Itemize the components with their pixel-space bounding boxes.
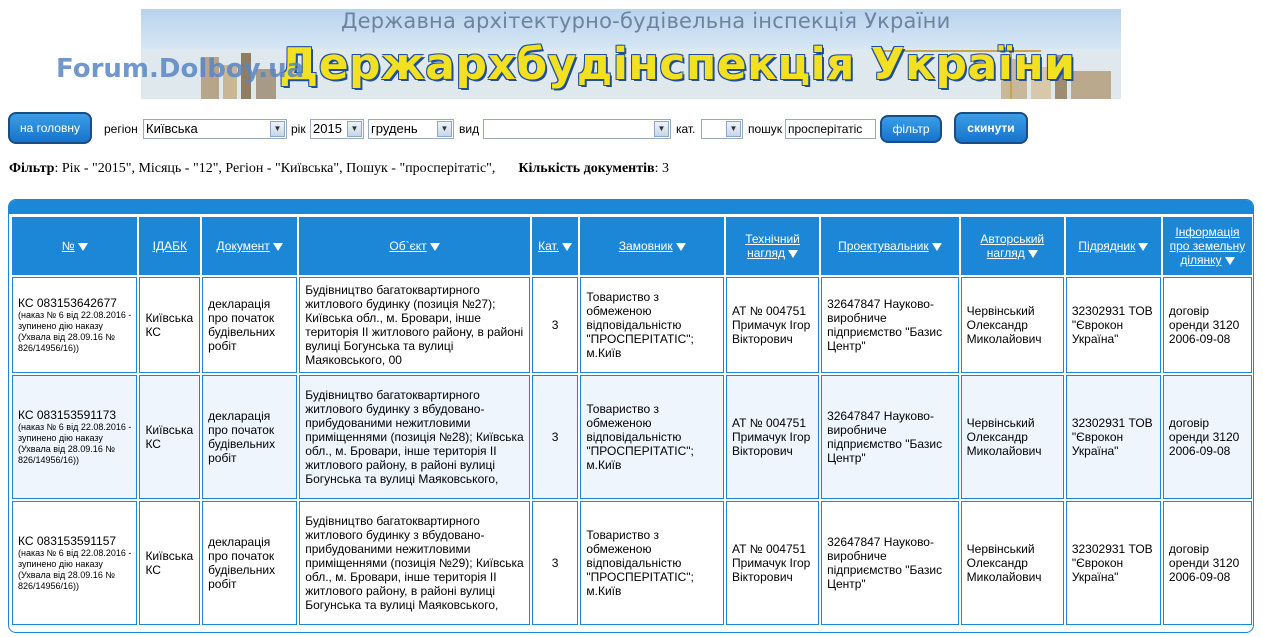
cell-number — [12, 501, 137, 625]
cell-category: 3 — [532, 375, 579, 499]
cell-contractor: 32302931 ТОВ "Єврокон Україна" — [1066, 375, 1161, 499]
sort-down-triangle-icon[interactable] — [78, 243, 88, 251]
home-button[interactable]: на головну — [8, 112, 92, 144]
results-panel — [8, 199, 1254, 633]
dropdown-arrow-icon: ▼ — [654, 121, 669, 137]
column-header-category[interactable] — [532, 217, 579, 275]
cell-designer: 32647847 Науково-виробниче підприємство "Базис Центр" — [821, 277, 959, 373]
cell-author-supervision: Червінський Олександр Миколайович — [961, 375, 1064, 499]
sort-link[interactable]: Авторський нагляд — [980, 232, 1045, 260]
sort-link[interactable]: № — [61, 239, 75, 253]
sort-link[interactable]: Технічний нагляд — [745, 232, 800, 260]
region-select-value: Київська — [146, 121, 198, 136]
order-note: (наказ № 6 від 22.08.2016 - зупинено дію наказу (Ухвала від 28.09.16 № 826/14956/16)) — [18, 548, 132, 591]
cell-idabk: Київська КС — [139, 277, 200, 373]
filter-button[interactable]: фільтр — [880, 115, 942, 143]
search-input[interactable]: просперітатіс — [785, 119, 876, 139]
month-select-value: грудень — [371, 121, 418, 136]
search-label: пошук — [748, 122, 783, 136]
sort-link[interactable]: Об`єкт — [389, 239, 427, 253]
sort-link[interactable]: Кат. — [538, 239, 560, 253]
type-select[interactable] — [483, 119, 671, 139]
column-header-contractor[interactable] — [1066, 217, 1161, 275]
cell-customer: Товариство з обмеженою відповідальністю "ПРОСПЕРІТАТІС"; м.Київ — [580, 375, 724, 499]
filter-text: : Рік - "2015", Місяць - "12", Регіон - "Київська", Пошук - "просперітатіс", — [54, 161, 496, 176]
cell-object: Будівництво багатоквартирного житлового будинку з вбудовано-прибудованими нежитловими приміщеннями (позиція №28); Київська обл., м. Бровари, інше територія ІІ житлового району, в районі вулиці Богунська та вулиці Маяковського, — [299, 375, 530, 499]
cell-number — [12, 375, 137, 499]
month-select[interactable] — [368, 119, 454, 139]
sort-link[interactable]: Інформація про земельну ділянку — [1169, 225, 1246, 267]
sort-down-triangle-icon[interactable] — [1028, 250, 1038, 258]
cell-customer: Товариство з обмеженою відповідальністю "ПРОСПЕРІТАТІС"; м.Київ — [580, 501, 724, 625]
region-select[interactable] — [143, 119, 287, 139]
column-header-designer[interactable] — [821, 217, 959, 275]
cell-category: 3 — [532, 501, 579, 625]
column-header-object[interactable] — [299, 217, 530, 275]
year-select[interactable] — [310, 119, 364, 139]
cell-designer: 32647847 Науково-виробниче підприємство "Базис Центр" — [821, 375, 959, 499]
region-label: регіон — [104, 122, 138, 136]
document-count-value: : 3 — [654, 161, 669, 176]
sort-down-triangle-icon[interactable] — [562, 243, 572, 251]
cell-customer: Товариство з обмеженою відповідальністю "ПРОСПЕРІТАТІС"; м.Київ — [580, 277, 724, 373]
cell-category: 3 — [532, 277, 579, 373]
filter-summary — [9, 161, 669, 177]
cell-author-supervision: Червінський Олександр Миколайович — [961, 501, 1064, 625]
sort-link[interactable]: Проектувальник — [838, 239, 929, 253]
sort-link[interactable]: ІДАБК — [152, 239, 187, 253]
registration-number: КС 083153591173 — [18, 408, 117, 422]
table-row — [12, 277, 1252, 373]
cell-object: Будівництво багатоквартирного житлового будинку з вбудовано-прибудованими нежитловими приміщеннями (позиція №29); Київська обл., м. Бровари, інше територія ІІ житлового району, в районі вулиці Богунська та вулиці Маяковського, — [299, 501, 530, 625]
sort-link[interactable]: Документ — [216, 239, 270, 253]
cell-idabk: Київська КС — [139, 375, 200, 499]
registration-number: КС 083153642677 — [18, 296, 117, 310]
cell-technical-supervision: АТ № 004751 Примачук Ігор Вікторович — [726, 501, 819, 625]
column-header-document[interactable] — [202, 217, 297, 275]
year-select-value: 2015 — [313, 121, 342, 136]
reset-button[interactable]: скинути — [954, 112, 1028, 144]
sort-down-triangle-icon[interactable] — [273, 243, 283, 251]
cell-document: декларація про початок будівельних робіт — [202, 501, 297, 625]
cell-land-info: договір оренди 3120 2006-09-08 — [1163, 277, 1252, 373]
order-note: (наказ № 6 від 22.08.2016 - зупинено дію наказу (Ухвала від 28.09.16 № 826/14956/16)) — [18, 422, 132, 465]
sort-down-triangle-icon[interactable] — [1138, 243, 1148, 251]
cell-technical-supervision: АТ № 004751 Примачук Ігор Вікторович — [726, 375, 819, 499]
table-row — [12, 501, 1252, 625]
category-select[interactable] — [701, 119, 743, 139]
watermark-logo: Forum.Dolboy.ua — [56, 54, 305, 84]
sort-down-triangle-icon[interactable] — [788, 250, 798, 258]
cell-object: Будівництво багатоквартирного житлового будинку (позиція №27); Київська обл., м. Бровари, інше територія ІІ житлового району, в районі вулиці Богунська та вулиці Маяковського, 00 — [299, 277, 530, 373]
column-header-number[interactable] — [12, 217, 137, 275]
cell-document: декларація про початок будівельних робіт — [202, 375, 297, 499]
dropdown-arrow-icon: ▼ — [347, 121, 362, 137]
sort-down-triangle-icon[interactable] — [430, 243, 440, 251]
order-note: (наказ № 6 від 22.08.2016 - зупинено дію наказу (Ухвала від 28.09.16 № 826/14956/16)) — [18, 310, 132, 353]
table-row — [12, 375, 1252, 499]
cell-contractor: 32302931 ТОВ "Єврокон Україна" — [1066, 277, 1161, 373]
panel-header-bar — [9, 200, 1253, 214]
column-header-idabk[interactable] — [139, 217, 200, 275]
banner-title: Держархбудінспекція України — [279, 39, 1076, 90]
cell-designer: 32647847 Науково-виробниче підприємство "Базис Центр" — [821, 501, 959, 625]
registration-number: КС 083153591157 — [18, 534, 117, 548]
cell-idabk: Київська КС — [139, 501, 200, 625]
results-table — [10, 215, 1254, 627]
column-header-customer[interactable] — [580, 217, 724, 275]
cell-author-supervision: Червінський Олександр Миколайович — [961, 277, 1064, 373]
cell-technical-supervision: АТ № 004751 Примачук Ігор Вікторович — [726, 277, 819, 373]
banner-subtitle: Державна архітектурно-будівельна інспекція України — [341, 9, 951, 33]
cell-contractor: 32302931 ТОВ "Єврокон Україна" — [1066, 501, 1161, 625]
document-count-key: Кількість документів — [518, 161, 655, 176]
dropdown-arrow-icon: ▼ — [270, 121, 285, 137]
dropdown-arrow-icon: ▼ — [437, 121, 452, 137]
sort-down-triangle-icon[interactable] — [932, 243, 942, 251]
category-label: кат. — [676, 122, 696, 136]
dropdown-arrow-icon: ▼ — [726, 121, 741, 137]
column-header-technical-supervision[interactable] — [726, 217, 819, 275]
type-label: вид — [459, 122, 480, 136]
sort-down-triangle-icon[interactable] — [676, 243, 686, 251]
cell-number — [12, 277, 137, 373]
column-header-author-supervision[interactable] — [961, 217, 1064, 275]
sort-down-triangle-icon[interactable] — [1225, 257, 1235, 265]
year-label: рік — [291, 122, 306, 136]
cell-land-info: договір оренди 3120 2006-09-08 — [1163, 375, 1252, 499]
filter-key: Фільтр — [9, 161, 55, 176]
sort-link[interactable]: Підрядник — [1078, 239, 1136, 253]
filter-toolbar — [8, 112, 1258, 146]
sort-link[interactable]: Замовник — [618, 239, 673, 253]
cell-document: декларація про початок будівельних робіт — [202, 277, 297, 373]
column-header-land-info[interactable] — [1163, 217, 1252, 275]
table-header-row — [12, 217, 1252, 275]
cell-land-info: договір оренди 3120 2006-09-08 — [1163, 501, 1252, 625]
